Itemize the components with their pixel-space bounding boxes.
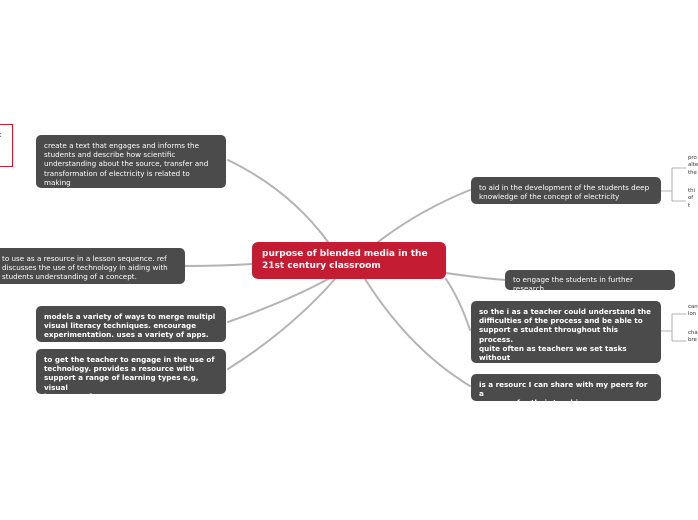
node-models[interactable]: models a variety of ways to merge multipl visual literacy techniques. encourage experimentation. uses a variety of apps. [36, 306, 226, 342]
right-fragment-3[interactable]: can lon [688, 304, 698, 318]
link-resource-lesson [185, 264, 252, 266]
right-fragment-1[interactable]: pro alte the [688, 155, 698, 176]
link-resource-peers [365, 279, 470, 386]
central-topic[interactable]: purpose of blended media in the 21st century classroom [252, 242, 446, 279]
link-further-research [446, 273, 506, 280]
node-so-the-i[interactable]: so the i as a teacher could understand the difficulties of the process and be able to support e student throughout this process. quite often as teachers we set tasks without fully understanding the complications that [471, 301, 661, 363]
node-resource-peers[interactable]: is a resourc I can share with my peers for a resource for their teaching. [471, 374, 661, 401]
node-aid-development[interactable]: to aid in the development of the students deep knowledge of the concept of electricity [471, 177, 661, 204]
link-teacher-engage [228, 279, 335, 369]
node-further-research[interactable]: to engage the students in further research. [505, 270, 675, 290]
right-fragment-4[interactable]: cha bre [688, 330, 698, 344]
link-create-text [228, 160, 328, 242]
sublink-right-top [661, 168, 686, 201]
link-so-the-i [446, 279, 470, 330]
link-aid-development [378, 190, 470, 242]
left-partial-label: t [0, 132, 2, 139]
node-teacher-engage[interactable]: to get the teacher to engage in the use of technology. provides a resource with support a range of learning types e,g, visual learners ref [36, 349, 226, 394]
left-partial-node[interactable] [0, 124, 13, 167]
right-fragment-2[interactable]: thi of t [688, 188, 696, 209]
sublink-right-mid [661, 314, 686, 341]
node-resource-lesson[interactable]: to use as a resource in a lesson sequence. ref discusses the use of technology in aiding with students understanding of a concept. [0, 248, 185, 284]
node-create-text[interactable]: create a text that engages and informs the students and describe how scientific understanding about the source, transfer and transformation of electricity is related to making decisions about it use. [36, 135, 226, 188]
